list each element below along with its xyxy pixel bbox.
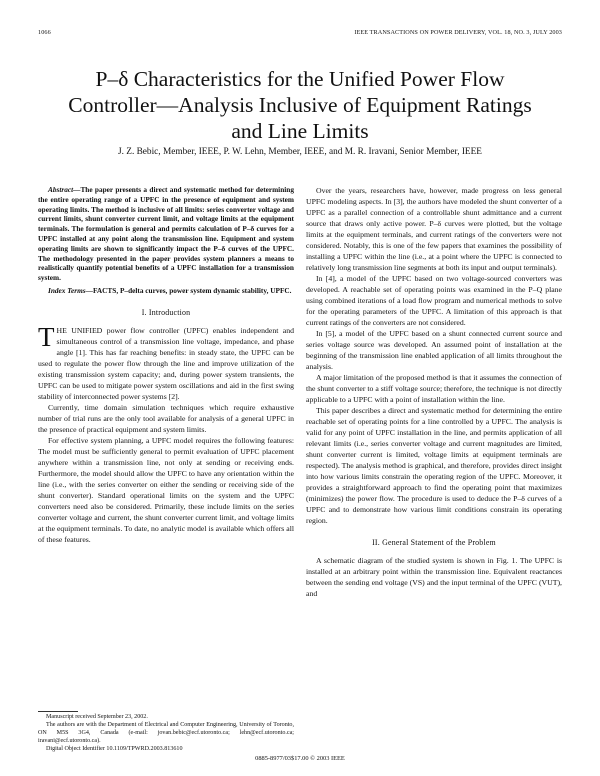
left-column: [38, 185, 294, 545]
footnote-divider: [38, 711, 78, 712]
intro-paragraph-1-text: HE UNIFIED power flow controller (UPFC) enables independent and simultaneous control of a transmission line voltage, impedance, and phase angle [1]. This has far reaching benefits: in steady state, the UPFC can be used to regulate the power flow through the line and improve utilization of the existing transmission system capacity; and, during power system transients, the UPFC can be used to mitigate power system oscillations and aid in the first swing stability of interconnected power systems [2].: [38, 325, 294, 401]
right-paragraph-2: In [4], a model of the UPFC based on two voltage-sourced converters was developed. A reachable set of operating points was examined in the P–Q plane using combined iterations of a load flow program and numerical methods to solve for the operating parameters of the UPFC. A limitation of this approach is that current ratings of the converters are not considered.: [306, 274, 562, 327]
author-list: J. Z. Bebic, Member, IEEE, P. W. Lehn, Member, IEEE, and M. R. Iravani, Senior Member, IEEE: [118, 147, 482, 157]
title-line-1: P–δ Characteristics for the Unified Power Flow: [95, 67, 505, 91]
paper-title: [0, 66, 600, 144]
section-heading-introduction: I. Introduction: [141, 307, 191, 317]
right-paragraph-6: A schematic diagram of the studied system is shown in Fig. 1. The UPFC is installed at an arbitrary point within the transmission line. Equivalent reactances between the sending end voltage (VS) and the input terminal of the UPFC (VUT), and: [306, 556, 562, 598]
intro-paragraph-3: For effective system planning, a UPFC model requires the following features: The model must be sufficiently general to permit evaluation of UPFC placement anywhere within a transmission line, not only at sending or receiving ends. Furthermore, the model should allow the UPFC to have any orientation within the line (i.e., with the series converter on either the sending or receiving side of the shunt converter). Standard operational limits on the system and the UPFC converters need also be considered. Primarily, these include limits on the series converter voltage and current, the shunt converter current limit, and voltage limits at the equipment terminals. To date, no analytic model is available which offers all of these features.: [38, 435, 294, 544]
dropcap-letter: T: [38, 321, 55, 352]
title-line-3: and Line Limits: [231, 119, 369, 143]
right-paragraph-1: Over the years, researchers have, however, made progress on less general UPFC modeling aspects. In [3], the authors have modeled the shunt converter of a UPFC as a parallel connection of a controllable shunt admittance and a current source that draws only active power. P–δ curves were plotted, but the voltage limits at the equipment terminals, and current ratings of the converters were not considered. Notably, this is one of the few papers that examines the possibility of installing a UPFC within the line (i.e., at a point where the UPFC is connected to relatively long transmission line segments at both its input and output terminals).: [306, 186, 562, 272]
index-terms-label: Index Terms—: [48, 285, 93, 295]
footnote-received: Manuscript received September 23, 2002.: [46, 714, 148, 720]
copyright-line: 0885-8977/03$17.00 © 2003 IEEE: [255, 755, 345, 762]
index-terms: [38, 286, 294, 296]
title-line-2: Controller—Analysis Inclusive of Equipment Ratings: [68, 93, 532, 117]
footnote-doi: Digital Object Identifier 10.1109/TPWRD.2003.813610: [46, 745, 183, 752]
right-paragraph-5: This paper describes a direct and systematic method for determining the entire reachable set of operating points for a line controlled by a UPFC. The analysis is valid for any point of UPFC installation in the line, and permits application of all relevant limits (i.e., series converter voltage and current magnitudes are limited, shunt converter current is limited, voltage limits at equipment terminals are respected). The analysis method is graphical, and therefore, provides direct insight into how various limits constrain the operating region of the UPFC. Moreover, it provides a straightforward approach to find the operating point that maximizes (minimizes) the power flow. The procedure is used to deduce the P–δ curves of a UPFC and to demonstrate how various limit conditions constrain its operating region.: [306, 406, 562, 525]
page-number: 1066: [38, 29, 51, 36]
footnote-affiliation: The authors are with the Department of Electrical and Computer Engineering, University of Toronto, ON M5S 3G4, Canada (e-mail: jovan.bebic@ecf.utoronto.ca; lehn@ecf.utoronto.ca; iravani@ecf.utoronto.ca).: [38, 721, 294, 744]
footnote: [38, 714, 294, 754]
right-paragraph-4: A major limitation of the proposed method is that it assumes the connection of the shunt converter to a stiff voltage source; therefore, the technique is not directly applicable to a UPFC with a point of installation within the line.: [306, 373, 562, 404]
abstract-text: The paper presents a direct and systematic method for determining the entire operating range of a UPFC in the presence of equipment and system operating limits. The method is inclusive of all limits: series converter voltage and current limits, shunt converter current limit, and voltage limits at the equipment terminals. The formulation is general and permits calculation of P–δ curves for a UPFC installed at any point along the transmission line. Equipment and system operating limits are shown to significantly impact the P–δ curves of the UPFC. The methodology presented in the paper provides system planners a means to realistically quantify potential benefits of a UPFC installation for a transmission system.: [38, 185, 294, 283]
abstract-label: Abstract—: [48, 185, 81, 194]
abstract: [38, 185, 294, 283]
intro-paragraph-2: Currently, time domain simulation techniques which require exhaustive number of trial runs are the only tool available for analysis of a general UPFC in the presence of practical equipment and system limits.: [38, 402, 294, 434]
right-paragraph-3: In [5], a model of the UPFC based on a shunt connected current source and series voltage source was developed. An assumed point of installation at the beginning of the transmission line enabled application of all limits throughout the analysis.: [306, 329, 562, 371]
journal-header: IEEE TRANSACTIONS ON POWER DELIVERY, VOL. 18, NO. 3, JULY 2003: [354, 29, 562, 36]
right-column: [306, 185, 562, 599]
intro-paragraph-1: [38, 321, 294, 402]
index-terms-text: FACTS, P–delta curves, power system dynamic stability, UPFC.: [92, 285, 292, 295]
section-heading-problem-statement: II. General Statement of the Problem: [372, 538, 496, 547]
